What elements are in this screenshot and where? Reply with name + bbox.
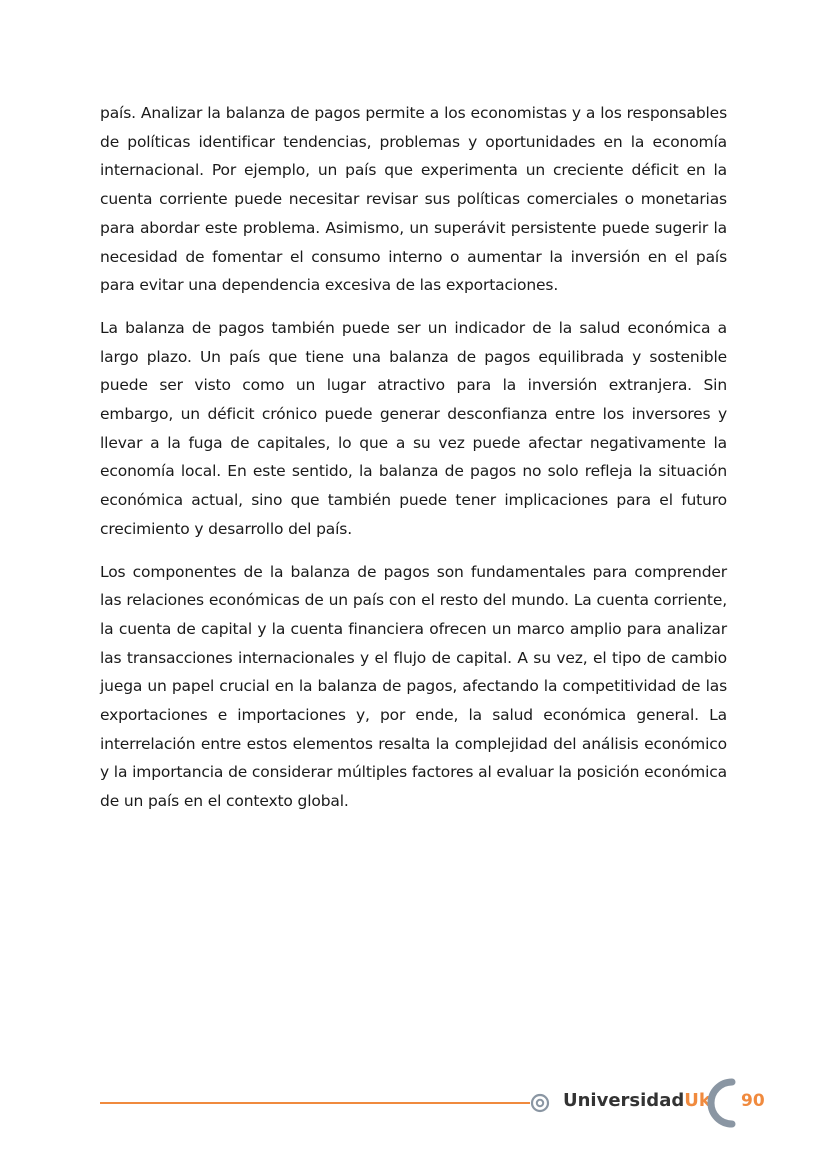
circle-logo-icon: [530, 1093, 550, 1113]
page-arc-icon: [706, 1078, 736, 1128]
paragraph-1: país. Analizar la balanza de pagos permite a los economistas y a los responsables de políticas identificar tendencias, problemas y oportunidades en la economía internacional. Por ejemplo, un país que experimenta un creciente déficit en la cuenta corriente puede necesitar revisar sus políticas comerciales o monetarias para abordar este problema. Asimismo, un superávit persistente puede sugerir la necesidad de fomentar el consumo interno o aumentar la inversión en el país para evitar una dependencia excesiva de las exportaciones.: [100, 104, 727, 295]
page-number: 90: [741, 1091, 765, 1111]
paragraph-2: La balanza de pagos también puede ser un indicador de la salud económica a largo plazo. Un país que tiene una balanza de pagos equilibrada y sostenible puede ser visto como un lugar atractivo para la inversión extranjera. Sin embargo, un déficit crónico puede generar desconfianza entre los inversores y llevar a la fuga de capitales, lo que a su vez puede afectar negativamente la economía local. En este sentido, la balanza de pagos no solo refleja la situación económica actual, sino que también puede tener implicaciones para el futuro crecimiento y desarrollo del país.: [100, 318, 727, 538]
footer-rule: [100, 1102, 530, 1104]
brand-name: Universidad: [563, 1090, 685, 1111]
footer-brand: [563, 1090, 711, 1111]
brand-accent: Uk: [684, 1090, 711, 1111]
page-body: [100, 99, 727, 830]
paragraph-3: Los componentes de la balanza de pagos son fundamentales para comprender las relaciones económicas de un país con el resto del mundo. La cuenta corriente, la cuenta de capital y la cuenta financiera ofrecen un marco amplio para analizar las transacciones internacionales y el flujo de capital. A su vez, el tipo de cambio juega un papel crucial en la balanza de pagos, afectando la competitividad de las exportaciones e importaciones y, por ende, la salud económica general. La interrelación entre estos elementos resalta la complejidad del análisis económico y la importancia de considerar múltiples factores al evaluar la posición económica de un país en el contexto global.: [100, 562, 727, 811]
